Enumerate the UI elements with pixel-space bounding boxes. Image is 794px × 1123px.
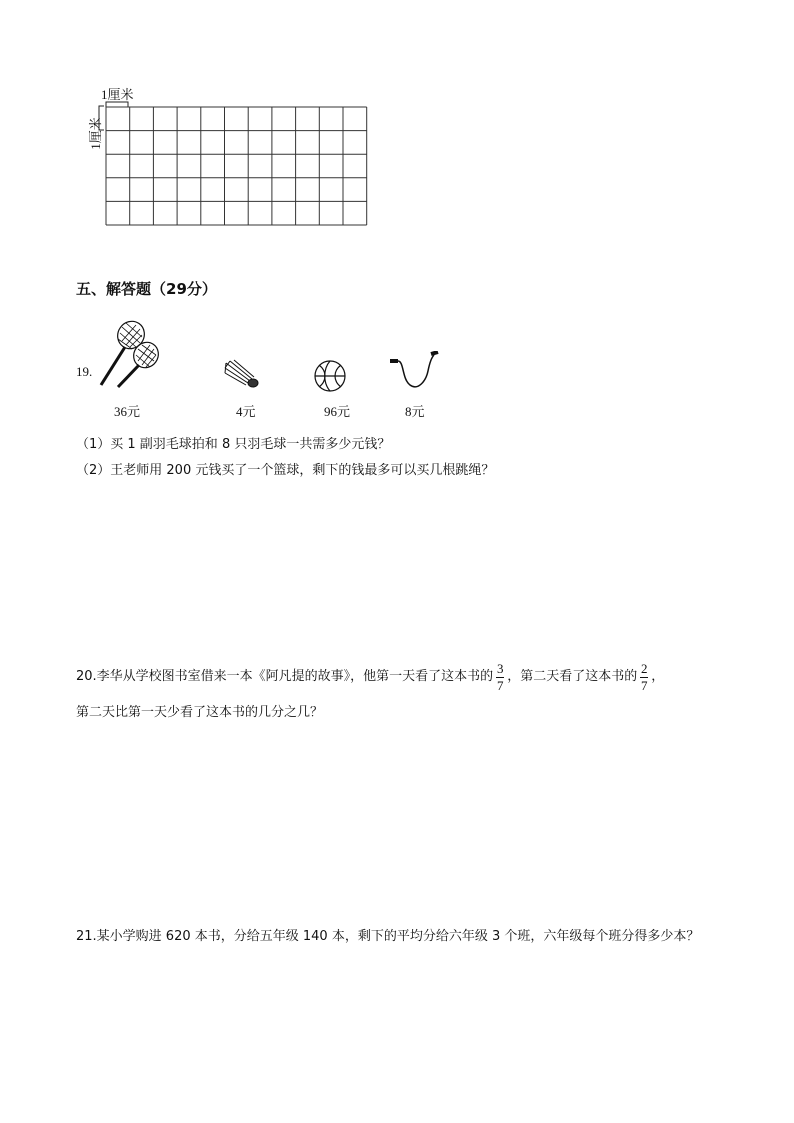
question-19 xyxy=(76,315,776,485)
racket-icon xyxy=(98,317,170,389)
question-number: 19. xyxy=(76,364,93,379)
fraction-denominator: 7 xyxy=(640,677,648,693)
question-21: 21.某小学购进 620 本书，分给五年级 140 本，剩下的平均分给六年级 3 个班，六年级每个班分得多少本？ xyxy=(76,929,700,944)
jump-rope-icon xyxy=(388,351,440,393)
grid-label-top: 1厘米 xyxy=(101,87,134,102)
q20-line1 xyxy=(76,660,776,694)
price-shuttlecock: 4元 xyxy=(236,404,256,419)
q20-part2: ，第二天看了这本书的 xyxy=(507,669,638,684)
q19-sub2: （2）王老师用 200 元钱买了一个篮球，剩下的钱最多可以买几根跳绳？ xyxy=(76,463,495,478)
basketball-icon xyxy=(313,359,347,393)
question-20 xyxy=(76,660,776,722)
fraction-3-7 xyxy=(496,662,504,693)
price-basketball: 96元 xyxy=(324,404,351,419)
grid-drawing xyxy=(84,82,374,232)
price-racket: 36元 xyxy=(114,404,141,419)
q20-part1: 20.李华从学校图书室借来一本《阿凡提的故事》，他第一天看了这本书的 xyxy=(76,669,494,684)
grid-figure xyxy=(84,82,374,232)
fraction-numerator: 3 xyxy=(496,660,504,676)
q19-sub1: （1）买 1 副羽毛球拍和 8 只羽毛球一共需多少元钱？ xyxy=(76,437,391,452)
shuttlecock-icon xyxy=(224,359,260,393)
fraction-denominator: 7 xyxy=(496,677,504,693)
q20-part3: ， xyxy=(651,669,665,684)
section-title: 五、解答题（29分） xyxy=(76,280,217,298)
price-jump-rope: 8元 xyxy=(405,404,425,419)
q20-line2: 第二天比第一天少看了这本书的几分之几？ xyxy=(76,705,324,720)
fraction-numerator: 2 xyxy=(640,660,648,676)
grid-label-side: 1厘米 xyxy=(87,117,103,150)
fraction-2-7 xyxy=(640,662,648,693)
